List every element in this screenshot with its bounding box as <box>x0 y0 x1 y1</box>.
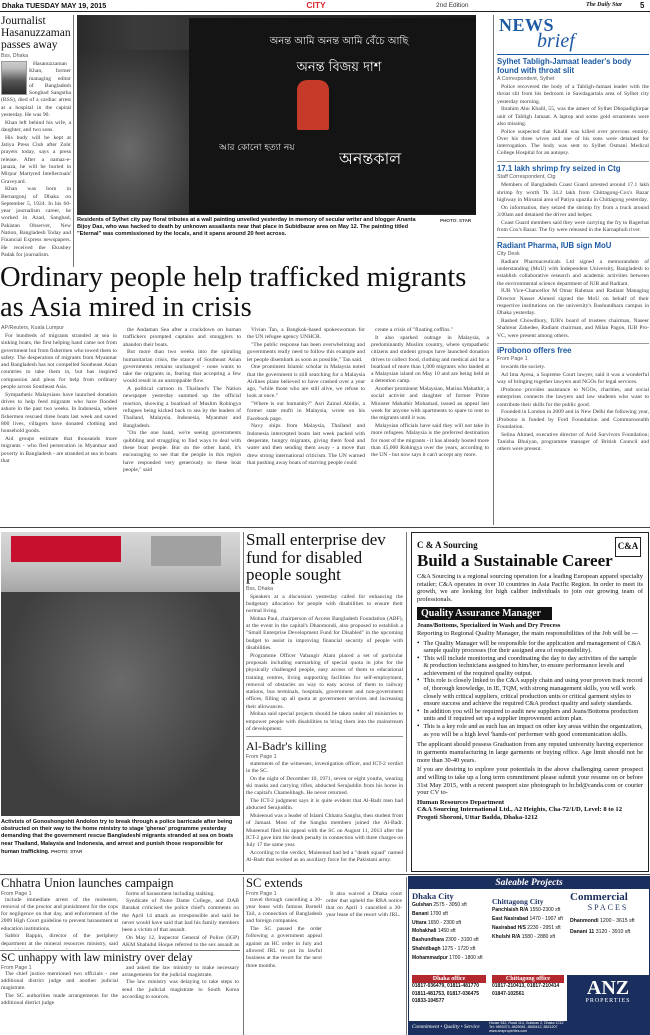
paper-name: The Daily Star <box>586 2 623 8</box>
chittagong-city-label: Chittagong City <box>492 897 544 906</box>
sc-unhappy-col1: The chief justice mentioned two officials - one additional district judge and another judicial magistrate. The SC authorities made arrangements for the additional district judge <box>1 970 118 1007</box>
section-label: CITY <box>306 0 326 10</box>
sc-extends-byline: From Page 1 <box>246 890 277 897</box>
project-row: Mohakhali 1450 sft <box>412 928 456 935</box>
tribute-crowd <box>77 50 207 215</box>
chittagong-office-label: Chittagong office <box>492 975 564 983</box>
news-brief-news: NEWS <box>499 15 555 35</box>
project-row: Panchlaish R/A 1550-2300 sft <box>492 907 561 913</box>
badr-text: statements of the witnesses, investigation officer, and ICT-2 verdict in the SC. On the night of December 10, 1971, seven or eight youths, wearing ski masks and carrying rifles, abducted Serajuddin from his home in the capital's Chamelibagh. He never returned. The ICT-2 judgment says it is quite evident that Al-Badr men had abducted Serajuddin. Muieenud was a leader of Islami Chhatra Sangha, then student front of Jamaat. Most of the Sangha members joined the Al-Badr. Muieenud filed his appeal with the SC on August 11, 2013 after the ICT-2 gave him the death penalty in connection with three charges on July 17 the same year. According to the verdict, Muieenud had led a "death squad" named Al-Badr that worked as an auxiliary force for the Pakistani army. <box>246 760 403 864</box>
career-ad-intro: C&A Sourcing is a regional sourcing operation for a leading European apparel specialty retailer; C&A operates in over 10 countries in Asia Pacific Region. In order to meet its growth, we are looking for high caliber individuals to join our growing team of professionals. <box>417 573 643 604</box>
career-ad-address: C&A Sourcing International Ltd., A2 Heights, Cha-72/1/D, Level: 8 to 12 Progoti Shoroni, Uttar Badda, Dhaka-1212 <box>417 806 623 821</box>
brief-4-headline: iProbono offers free <box>497 346 572 356</box>
protest-caption: Activists of Gonoshongohti Andolon try to break through a police barricade after being obstructed on their way to the home ministry to stage 'gherao' programme yesterday demanding that the government rescue Bangladeshi migrants stranded at sea on boats near Thailand, Malaysia and Indonesia, and arrest and punish those responsible for human trafficking. PHOTO: STAR <box>1 819 234 855</box>
edition-label: 2nd Edition <box>436 2 469 9</box>
commercial-projects <box>567 889 649 975</box>
wall-painting <box>189 18 476 214</box>
main-story-col4: create a crisis of "floating coffins." It also sparked outrage in Malaysia, a predominantly Muslim country, where sympathetic citizens and student groups have launched donation drives to collect food, clothing and medical aid for a boatload of more than 1,000 migrants who landed at a Malaysian island on May 10 and are being held at a detention camp. Another prominent Malaysian, Marina Mahathir, a social activist and daughter of former Prime Minister Mahathir Mohamad, issued an appeal last week for anyone with apartments to spare to rent to the migrants until it was. Malaysian officials have said they will not take in more refugees. Malaysia is the preferred destination for most of the migrants - it has already hosted more than 45,000 Rohingya over the years, according to the UN - but now says it can't accept any more. <box>371 327 489 459</box>
chhatra-headline: Chhatra Union launches campaign <box>1 877 174 890</box>
protest-photo-credit: PHOTO: STAR <box>51 848 83 854</box>
chhatra-story <box>1 877 239 949</box>
tribute-photo <box>77 15 476 215</box>
obituary-photo <box>1 61 27 95</box>
wall-text-line1: অনন্ত আমি অনন্ত আমি বেঁচে আছি <box>269 36 409 47</box>
career-ad-closing1: The applicant should possess Graduation from any reputed university having experience in garments manufacturing in large garments or buying office. Age limit should not be more than 30-40 years. <box>417 741 643 764</box>
sc-extends-col2: It also waived a Dhaka court order that upheld the RBA notice that on April 1 cancelled a 30-year lease of the resort with JRL. <box>326 890 402 919</box>
career-ad <box>411 532 649 872</box>
project-row: Gulshan 2575 - 3050 sft <box>412 902 467 908</box>
sc-extends-story <box>246 877 402 1035</box>
career-ad-subtitle: Jeans/Bottoms, Specialized in Wash and Dry Process <box>417 621 561 629</box>
brief-2-headline: 17.1 lakh shrimp fry seized in Ctg <box>497 164 621 174</box>
property-ad-address: House 342, Road 114, Gulshan 2, Dhaka 1212 Tel: 9893373, 8825081, 8825412, 8821207 www.anzproperties.com <box>489 1021 564 1034</box>
main-story-col3: Vivian Tan, a Bangkok-based spokeswoman for the UN refugee agency UNHCR. "The public response has been overwhelming and governments really need to follow this example and let people disembark as soon as possible," Tan said. One prominent Islamic scholar in Malaysia noted that the government is still searching for a Malaysia Airlines plane believed to have crashed over a year ago, "while those who are still alive, we refuse to look at once." "Where is our humanity?" Asri Zainul Abidin, a former state mufti in Malaysia, wrote on his Facebook page. Navy ships from Malaysia, Thailand and Indonesia intercepted boats last week packed with desperate, hungry migrants, giving them food and water and then sending them away - a move that drew strong international criticism. The UN warned that pushing away boats of starving people could <box>247 327 365 466</box>
sc-unhappy-col2: and asked the law ministry to make necessary arrangements for the judicial magistrate. The law ministry was delaying to take steps to send the judicial magistrate to South Korea according to sources. <box>122 964 239 1001</box>
news-brief-title <box>497 15 649 53</box>
career-ad-bullet: • In addition you will be required to audit new suppliers and Jeans/Bottoms production units and if required set up a supplier improvement action plan. <box>417 706 639 723</box>
obituary-byline: Bss, Dhaka <box>1 53 29 59</box>
protest-photo <box>1 532 240 816</box>
sc-extends-headline: SC extends <box>246 877 303 890</box>
career-ad-headline: Build a Sustainable Career <box>417 551 613 570</box>
protest-crowd <box>1 592 240 816</box>
property-ad <box>408 876 650 1035</box>
obituary-headline: Journalist Hasanuzzaman passes away <box>1 15 71 51</box>
brief-2-byline: Staff Correspondent, Ctg <box>497 174 556 181</box>
masthead-date: Dhaka TUESDAY MAY 19, 2015 <box>2 1 107 10</box>
obituary-text: Hasanuzzaman Khan, former managing editor of Bangladesh Songbad Sangstha (BSS), died of a cardiac arrest at a hospital in the capital yesterday. He was 90. Khan left behind his wife, a daughter, and two sons. His body will be kept at Jatiya Press Club after Zohr prayers today, says a press release. After a namaz-e-janaza, he will be buried in Mirpur Martyred Intellectuals' Graveyard. Khan was born in Bernargonj of Dhaka on September 5, 1924. In his 60-year journalism career, he worked in Azad, Sangbad, Pakistan Observer, New Nation, Bangladesh Today and Financial Express newspapers. He received the Ekushey Padak for journalism. <box>1 61 71 258</box>
sc-extends-col1: travel through cancelling a 30-year lease with famous Barnell Tail, a connection of Bangladesh and foreign companies. The SC passed the order following a government appeal against an HC order in July and allowed JRL to put its lawful business at the resort for the next three months. <box>246 896 322 969</box>
wall-text-line4: অনন্তকাল <box>339 149 402 168</box>
career-ad-dept: Human Resources Department <box>417 799 505 807</box>
project-row: Uttara 1650 - 2300 sft <box>412 919 462 926</box>
project-row: Banani 1700 sft <box>412 910 448 917</box>
career-ad-closing2: If you are desiring to explore your potentials in the above challenging career prospect and willing to take up a long term commitment please submit your resume on or before 31st May 2015, with a recent passport size photograph to hr.bd@canda.com or courier your CV to- <box>417 766 643 797</box>
property-ad-title: Saleable Projects <box>409 877 649 889</box>
protest-banner <box>11 536 121 562</box>
chittagong-office-phones: 01817-210413, 01817-210414 01847-102561 <box>492 983 560 997</box>
page-number: 5 <box>640 1 645 10</box>
sc-unhappy-story <box>1 952 239 1035</box>
tribute-caption: Residents of Sylhet city pay floral tributes at a wall painting unveiled yesterday in memory of secular writer and blogger Ananta Bijoy Das, who was hacked to death by unknown assailants near that place in Subidbazar area on May 12. The painting titled "Eternal" was commissioned by the locals, and it spans around 20 feet across. <box>77 217 416 238</box>
brief-1-text: Police recovered the body of a Tabligh-Jamaat leader with the throat slit from his bedroom in Sawdagartala area of Sylhet city yesterday morning. Ibrahim Abu Khalil, 55, was the ameer of Sylhet Dhopadighirpar unit of Tabligh Jamaat. A laptop and some gold ornaments were also missing. Police suspected that Khalil was killed over previous enmity. Over his three wives and one of his sons were detained for interrogation. The body was sent to Sylhet Osmani Medical College Hospital for an autopsy. <box>497 84 649 157</box>
career-ad-bullet: • The Quality Manager will be responsible for the application and management of C&A sample quality processes (for their assigned area of responsibility). <box>417 638 641 655</box>
badr-headline: Al-Badr's killing <box>246 738 327 753</box>
masthead <box>0 0 650 11</box>
career-ad-position: Quality Assurance Manager <box>417 607 552 620</box>
brief-4-byline: From Page 1 <box>497 356 528 363</box>
project-row: Mohammadpur 1700 - 1800 sft <box>412 954 483 961</box>
main-story-byline: AP/Reuters, Kuala Lumpur <box>1 325 65 331</box>
career-ad-bullet: • This role is closely linked to the C&A supply chain and using your proven track record of, thorough knowledge, in IE, TQM, with strong management skills, you will work closely with critical suppliers, critical production units or critical garment styles to ensure success and achieve the required C&A product quality and safety standards. <box>417 676 643 708</box>
tribute-photo-credit: PHOTO: STAR <box>440 218 472 223</box>
dhaka-city-label: Dhaka City <box>412 891 454 901</box>
property-ad-tagline: Commitment • Quality • Service <box>412 1024 480 1030</box>
brief-2-text: Members of Bangladesh Coast Guard arrested around 17.1 lakh shrimp fry worth Tk 34.2 lakh from Chittagong-Cox's Bazar highway in Mirsarai area of Patiya upazila in Chittagong yesterday. On information, they seized the shrimp fry from a truck around 3:00am and detained the driver and helper. Coast Guard members said they were carrying the fry to Bagerhat from Cox's Bazar. The fry were released in the Karnaphuli river. <box>497 182 649 233</box>
brief-4-text: towards the society. Ad Ima Ayesa, a Supreme Court lawyer, said it was a wonderful way of bringing together lawyers and NGOs for legal services. iProbono provides assistance to NGOs, charities, and social enterprises connects the lawyers and law students who want to contribute their skills for the public good. Founded in London in 2009 and in New Delhi the following year, iProbono is funded by Ford Foundation and Commonwealth Foundation. Selina Ahmed, executive director of Acid Survivors Foundation; Tanisha Bhuiyan, programme manager of British Council and others were present. <box>497 364 649 453</box>
chhatra-col1: include immediate arrest of the molesters, removal of the proctor and punishment for the cops for negligence on that day, and enforcement of the 2009 High Court guideline to prevent harassment at education institutions. Sabbir Bappin, director of the periphery department at the mineral resources ministry, said <box>1 896 118 947</box>
commercial-label: Commercial <box>570 891 628 903</box>
dhaka-office-phones: 01817-036479, 01811-481770 01811-481753, 01817-036475 01833-104577 <box>412 983 480 1004</box>
obituary-story <box>1 15 71 263</box>
career-ad-bullet: • This will include monitoring and coordinating the day to day activities of the sample & production technicians assigned to him/her, to ensure performance levels and achievement of the required quality output. <box>417 653 637 677</box>
anz-logo: ANZ <box>586 977 630 999</box>
protest-banner-2 <box>151 536 221 566</box>
news-brief-column <box>497 15 649 485</box>
career-ad-logo: C&A <box>615 537 641 557</box>
spaces-label: SPACES <box>587 903 629 912</box>
disabled-story <box>246 531 403 871</box>
wall-text-line3: আর কোনো হত্যা নয় <box>219 143 295 153</box>
main-story-col2: the Andaman Sea after a crackdown on human traffickers prompted captains and smugglers to abandon their boats. But more than two weeks into the spiraling humanitarian crisis, the stance of Southeast Asian governments remains unchanged - none wants to take the migrants in, fearing that accepting a few would result in an unstoppable flow. A political cartoon in Thailand's The Nation newspaper yesterday summed up the official reaction, showing a boatload of Muslim Rohingya refugees being kicked back to sea by the leaders of Thailand, Malaysia, Indonesia, Myanmar and Bangladesh. "On the one hand, we're seeing governments quibbling and struggling to find ways to deal with these boat people. But on the other hand, it's encouraging to see that the people in this region have responded very generously to these boat people," said <box>123 327 241 473</box>
anz-logo-sub: PROPERTIES <box>585 998 631 1004</box>
sc-unhappy-headline: SC unhappy with law ministry over delay <box>1 952 193 964</box>
brief-1-headline: Sylhet Tabligh-Jamaat leader's body found with throat slit <box>497 57 632 75</box>
main-story-headline: Ordinary people help trafficked migrants as Asia mired in crisis <box>0 263 467 323</box>
badr-byline: From Page 1 <box>246 753 277 760</box>
career-ad-bullet-list <box>417 640 643 739</box>
dhaka-office-label: Dhaka office <box>412 975 486 983</box>
project-row: Danani 11 3120 - 3910 sft <box>570 929 631 935</box>
raised-fist-art <box>297 80 329 130</box>
brief-3-headline: Radiant Pharma, IUB sign MoU <box>497 240 612 250</box>
dhaka-projects <box>409 889 489 975</box>
project-row: Nasirabad H/S 2230 - 2951 sft <box>492 925 561 931</box>
project-row: Shahidbagh 1275 - 1720 sft <box>412 945 476 952</box>
career-ad-reporting: Reporting to Regional Quality Manager, the main responsibilities of the Job will be --- <box>417 629 639 637</box>
project-row: Dhanmondi 1200 - 3615 sft <box>570 918 635 924</box>
brief-3-text: Radiant Pharmaceuticals Ltd signed a memorandum of understanding (MoU) with Independent University, Bangladesh to establish collaborative research and academic activities between the environmental science department of IUB and Radiant. IUB Vice-Chancellor M Omar Rahman and Radiant Managing Director Nasser Ahmed signed the MoU on behalf of their respective institutions on the university's Bashundhara campus in Dhaka yesterday. Rashed Chowdhury, IUB's board of trustees chairman, Naseer Shahrear Zahedee, Radiant chairman, and Milan Pagon, IUB Pro-VC, were present among others. <box>497 258 649 339</box>
chhatra-byline: From Page 1 <box>1 890 32 897</box>
career-ad-bullet: • This is a key role and as such has an impact on other key areas within the organization, as you will be a high level 'hands-on' performer with good communication skills. <box>417 722 643 738</box>
brief-3-byline: City Desk <box>497 250 520 257</box>
wall-text-line2: অনন্ত বিজয় দাশ <box>296 60 382 75</box>
chittagong-projects <box>489 889 567 975</box>
sc-unhappy-byline: From Page 1 <box>1 964 32 971</box>
project-row: Bashundhara 2300 - 3100 sft <box>412 937 479 944</box>
disabled-byline: Bss, Dhaka <box>246 585 274 592</box>
project-row: Khulshi R/A 1580 - 2880 sft <box>492 934 556 940</box>
project-row: East Nasirabad 1470 - 1907 sft <box>492 916 563 922</box>
disabled-text: Speakers at a discussion yesterday called for enhancing the budgetary allocation for people with disabilities to ensure their normal living. Mohua Paul, chairperson of Access Bangladesh Foundation (ABF), at the event in the capital's Dhanmondi, also proposed to establish a "Small Enterprise Development Fund for Disabled" in the upcoming budget to assist in improving financial security of people with disabilities. Programme Officer Vabangir Alam placed a set of particular proposals including earmarking of special quota in jobs for the physically challenged people, easy access of them to educational training centres, living supporting facilities for self-employment, removal of obstacles on way to easy access of them to railway stations, bus terminals, hospitals, government and non-government offices, filling up all quota at government services and increasing their allowances. Mohua said special projects should be taken under all ministries to empower people with disabilities to bring them into the mainstream of development. <box>246 593 403 733</box>
career-ad-company: C & A Sourcing <box>417 540 478 550</box>
news-brief-brief: brief <box>537 30 575 52</box>
main-story-col1: For hundreds of migrants stranded at sea in sinking boats, the first helping hand came not from government but from fishermen who towed them to safety. The desperation of migrants from Myanmar and Bangladesh has not compelled Southeast Asian countries to take them in, but has inspired compassion and pleas for help from ordinary people across Southeast Asia. Sympathetic Malaysians have launched donation drives to help feed migrants who have flooded ashore in the past two weeks. In Indonesia, where fishermen rescued three boats last week and saved 800 lives, villagers have donated clothing and household goods. Aid groups estimate that thousands more migrants - who fled persecution in Myanmar and poverty in Bangladesh - are stranded at sea in boats that <box>1 333 117 464</box>
disabled-headline: Small enterprise dev fund for disabled people sought <box>246 531 386 584</box>
chhatra-col2: forms of harassment including stalking. Syndicate of Notre Dame College, and DAB Barakat criticised the police chief's comments on the April 14 attack as irresponsible and said he never would have said that had his family members been a victim of that assault. On May 12, Inspector General of Police (IGP) AKM Shahidul Hoque referred to the sex assault as <box>122 890 239 949</box>
brief-1-byline: A Correspondent, Sylhet <box>497 76 555 82</box>
